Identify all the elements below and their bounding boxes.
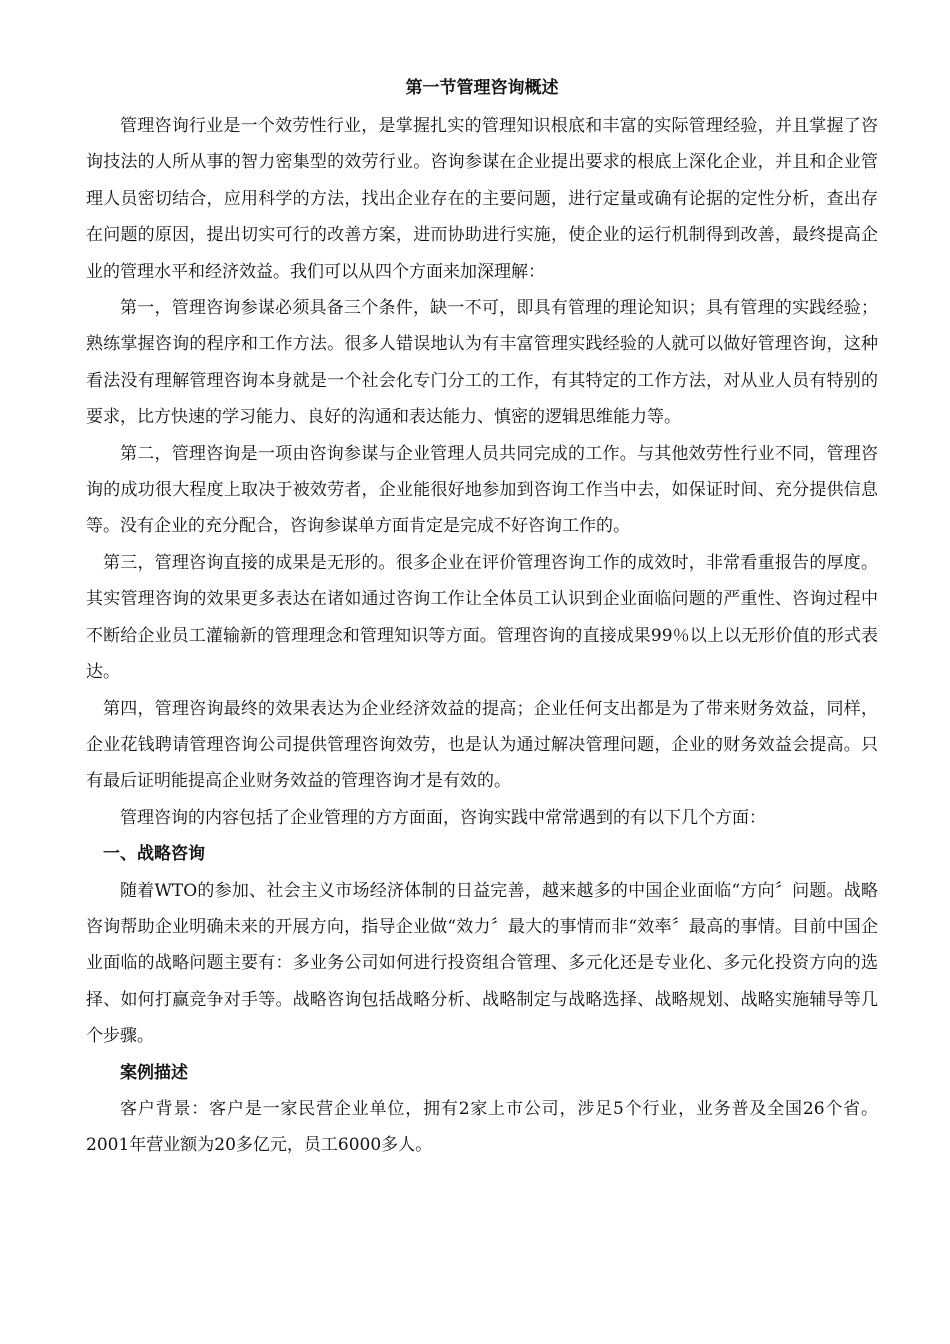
page-title: 第一节管理咨询概述: [405, 78, 559, 98]
case-paragraph: 客户背景：客户是一家民营企业单位，拥有2家上市公司，涉足5个行业，业务普及全国26个省。2001年营业额为20多亿元，员工6000多人。: [86, 1098, 878, 1156]
document-page: [86, 68, 878, 1164]
point-three-paragraph: 第三，管理咨询直接的成果是无形的。很多企业在评价管理咨询工作的成效时，非常看重报告的厚度。其实管理咨询的效果更多表达在诸如通过咨询工作让全体员工认识到企业面临问题的严重性、咨询过程中不断给企业员工灌输新的管理理念和管理知识等方面。管理咨询的直接成果99％以上以无形价值的形式表达。: [86, 552, 878, 683]
intro-paragraph: 管理咨询行业是一个效劳性行业，是掌握扎实的管理知识根底和丰富的实际管理经验，并且掌握了咨询技法的人所从事的智力密集型的效劳行业。咨询参谋在企业提出要求的根底上深化企业，并且和企业管理人员密切结合，应用科学的方法，找出企业存在的主要问题，进行定量或确有论据的定性分析，查出存在问题的原因，提出切实可行的改善方案，进而协助进行实施，使企业的运行机制得到改善，最终提高企业的管理水平和经济效益。我们可以从四个方面来加深理解：: [86, 116, 878, 282]
point-two-paragraph: 第二，管理咨询是一项由咨询参谋与企业管理人员共同完成的工作。与其他效劳性行业不同，管理咨询的成功很大程度上取决于被效劳者，企业能很好地参加到咨询工作当中去，如保证时间、充分提供信息等。没有企业的充分配合，咨询参谋单方面肯定是完成不好咨询工作的。: [86, 443, 878, 537]
point-four-paragraph: 第四，管理咨询最终的效果表达为企业经济效益的提高；企业任何支出都是为了带来财务效益，同样，企业花钱聘请管理咨询公司提供管理咨询效劳，也是认为通过解决管理问题，企业的财务效益会提高。只有最后证明能提高企业财务效益的管理咨询才是有效的。: [86, 698, 878, 792]
strategy-paragraph: 随着WTO的参加、社会主义市场经济体制的日益完善，越来越多的中国企业面临“方向〞问题。战略咨询帮助企业明确未来的开展方向，指导企业做“效力〞最大的事情而非“效率〞最高的事情。目前中国企业面临的战略问题主要有：多业务公司如何进行投资组合管理、多元化还是专业化、多元化投资方向的选择、如何打赢竞争对手等。战略咨询包括战略分析、战略制定与战略选择、战略规划、战略实施辅导等几个步骤。: [86, 880, 878, 1047]
point-one-paragraph: 第一，管理咨询参谋必须具备三个条件，缺一不可，即具有管理的理论知识；具有管理的实践经验；熟练掌握咨询的程序和工作方法。很多人错误地认为有丰富管理实践经验的人就可以做好管理咨询，这种看法没有理解管理咨询本身就是一个社会化专门分工的工作，有其特定的工作方法，对从业人员有特别的要求，比方快速的学习能力、良好的沟通和表达能力、慎密的逻辑思维能力等。: [86, 298, 878, 428]
section-heading-strategy: 一、战略咨询: [103, 844, 205, 865]
content-intro-paragraph: 管理咨询的内容包括了企业管理的方方面面，咨询实践中常常遇到的有以下几个方面：: [120, 807, 766, 828]
case-heading: 案例描述: [120, 1062, 188, 1083]
